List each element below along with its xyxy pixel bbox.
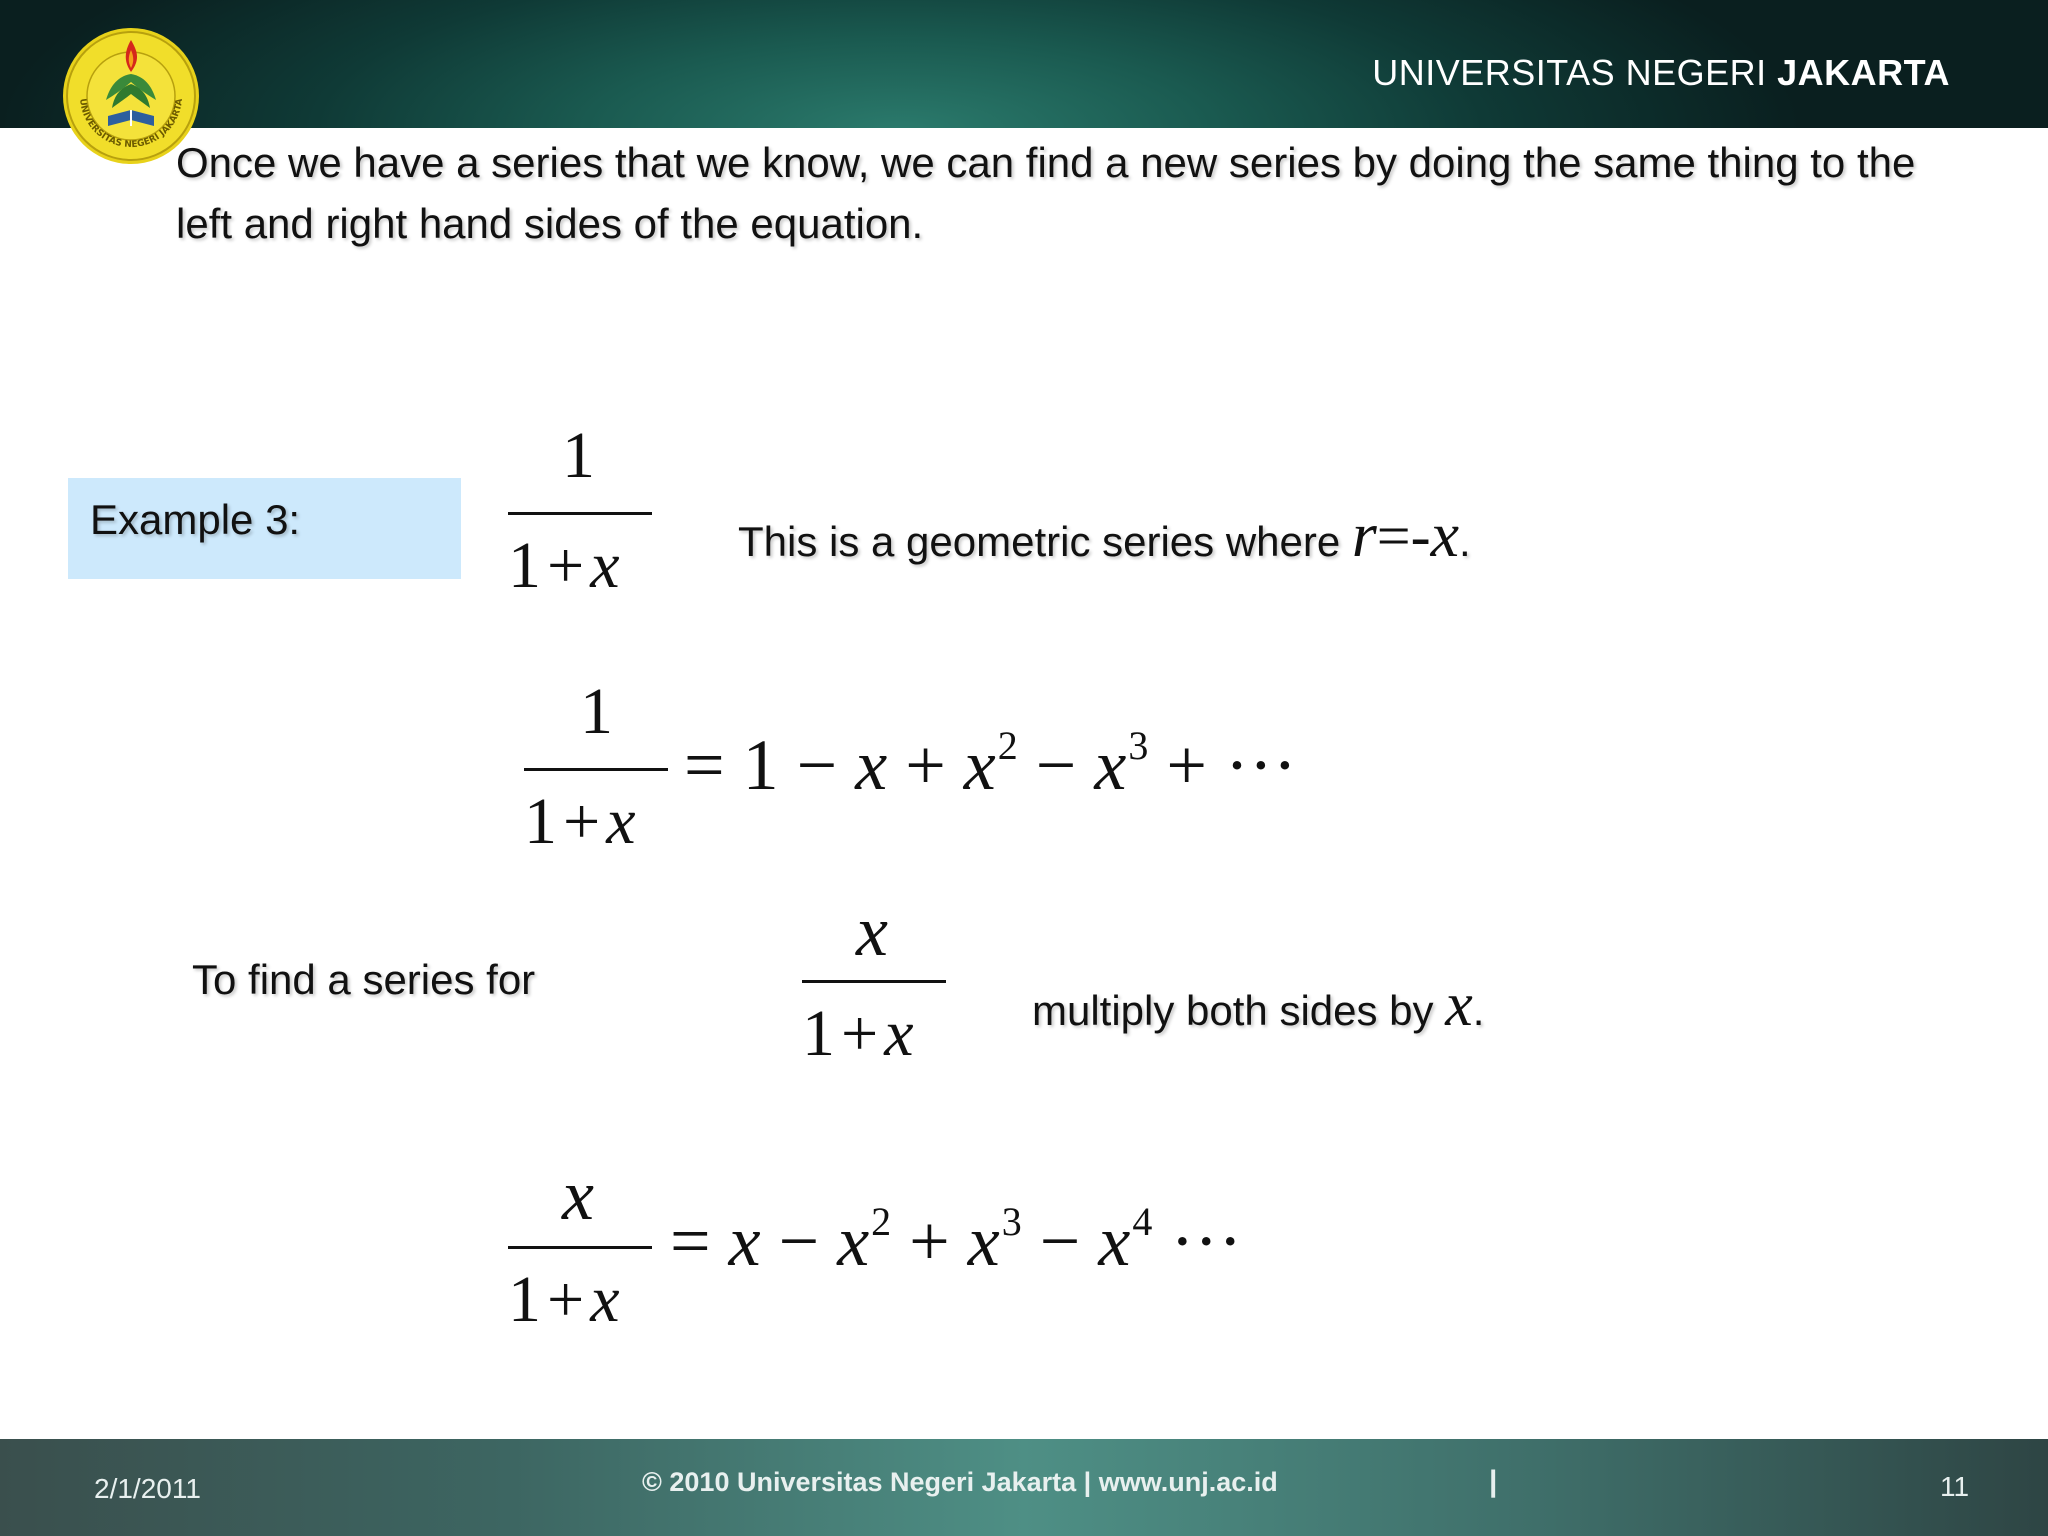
equation-2-rhs: = $x - x^2 + x^3 - x^4$ ··· [670,1199,1243,1281]
footer-band [0,1439,2048,1536]
footer-date: 2/1/2011 [94,1473,201,1504]
geometric-note-prefix: This is a geometric series where [738,518,1341,565]
intro-paragraph: Once we have a series that we know, we can find a new series by doing the same thing to the left and right hand sides of the equation. [176,139,1916,247]
header-university-regular: UNIVERSITAS NEGERI [1372,52,1767,93]
find-series-var: x [1445,971,1473,1039]
fraction-1-denominator: 1+x [508,529,620,602]
equation-2-numerator: x [562,1155,594,1235]
geometric-note-r: r [1351,499,1377,570]
geometric-note-eq: =- [1376,503,1431,569]
footer-copyright: © 2010 Universitas Negeri Jakarta | www.unj.ac.id [642,1467,1278,1497]
equation-1-denominator: 1+x [524,785,636,858]
fraction-2-denominator: 1+x [802,997,914,1070]
example-label: Example 3: [90,496,301,543]
equation-1-rhs: = $1 - x + x^2 - x^3$ + ··· [684,723,1297,805]
fraction-2-numerator: x [856,891,888,971]
equation-2-denominator: 1+x [508,1263,620,1336]
header-band [0,0,2048,128]
geometric-note-period: . [1459,518,1471,565]
geometric-note-x: x [1430,499,1460,570]
header-university-bold: JAKARTA [1777,52,1950,93]
equation-2-bar [508,1246,652,1249]
header-university-name [1372,52,1950,94]
footer-separator: | [1489,1465,1498,1498]
logo-text: UNIVERSITAS NEGERI JAKARTA [76,97,186,151]
fraction-1-numerator: 1 [562,419,595,492]
equation-1-numerator: 1 [580,675,613,748]
find-series-suffix [1032,970,1484,1041]
find-series-period: . [1472,987,1485,1034]
find-series-suffix-text: multiply both sides by [1032,987,1434,1034]
footer-page-number: 11 [1940,1471,1970,1502]
example-box [68,478,461,579]
find-series-prefix: To find a series for [192,956,536,1003]
equation-1-bar [524,768,668,771]
fraction-1-bar [508,512,652,515]
geometric-note [738,498,1471,572]
fraction-2-bar [802,980,946,983]
